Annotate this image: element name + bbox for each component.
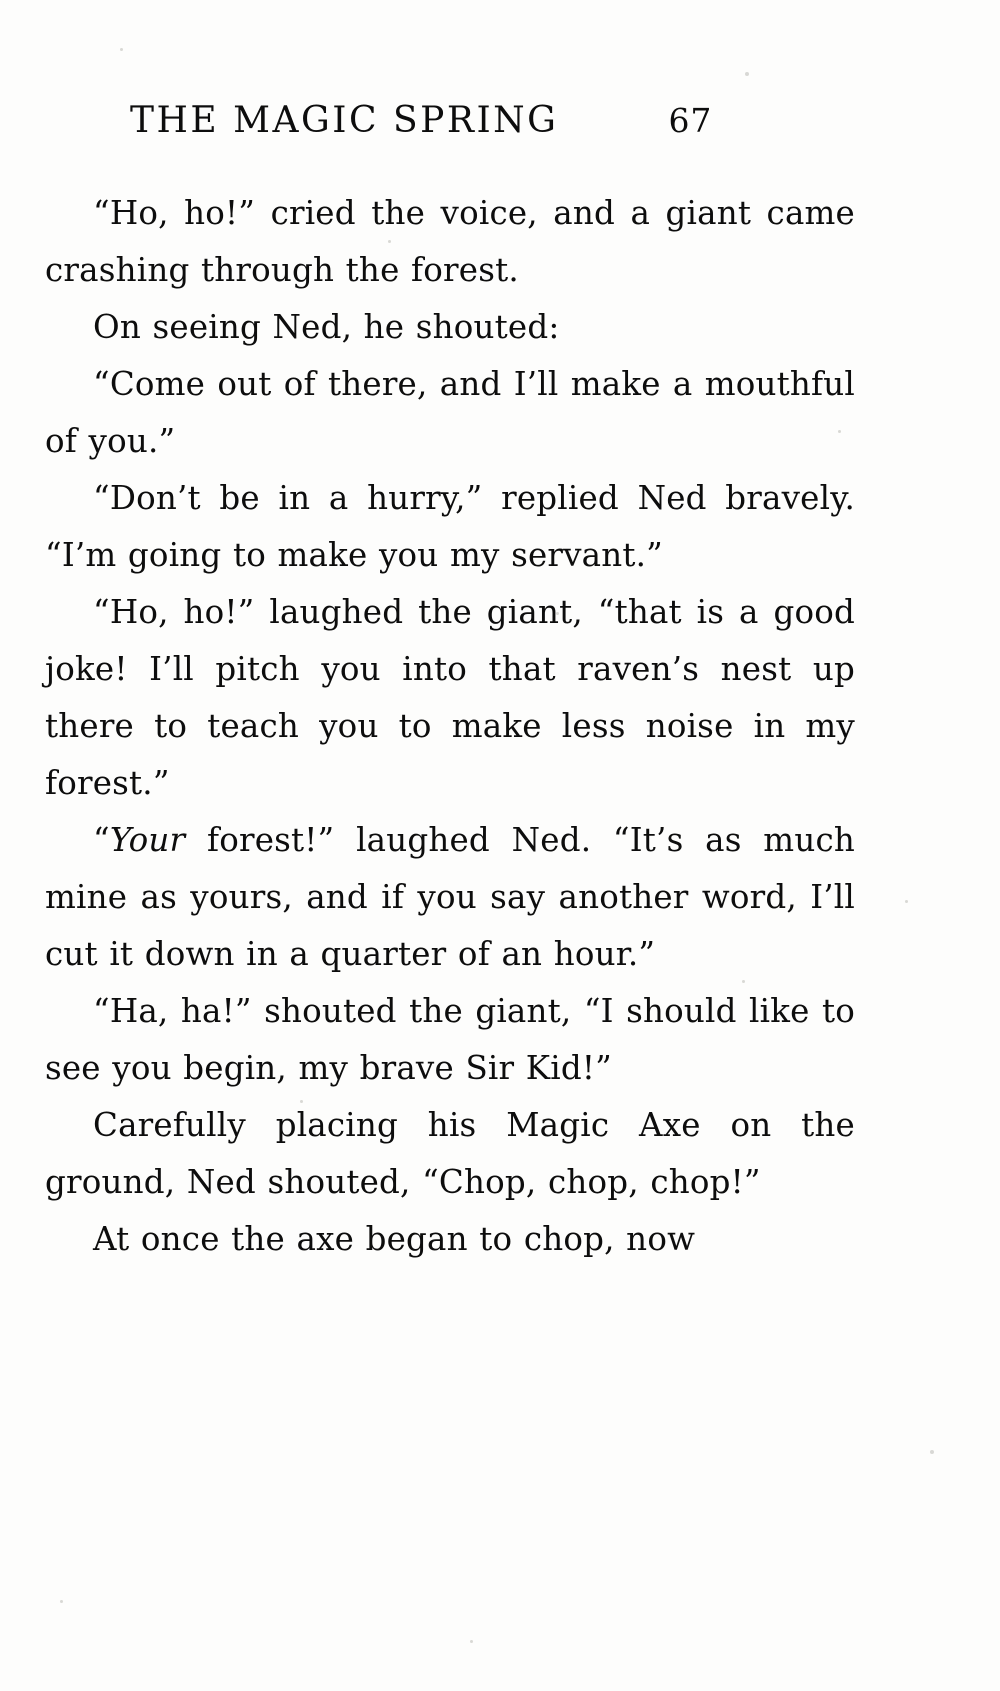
paper-speck bbox=[470, 1640, 473, 1643]
page-header bbox=[130, 100, 870, 141]
paper-speck bbox=[60, 1600, 63, 1603]
paragraph: Carefully placing his Magic Axe on the ground, Ned shouted, “Chop, chop, chop!” bbox=[45, 1106, 855, 1201]
paper-speck bbox=[120, 48, 123, 51]
paragraph: On seeing Ned, he shouted: bbox=[93, 308, 560, 346]
paragraph: “Come out of there, and I’ll make a mouthful of you.” bbox=[45, 365, 855, 460]
paragraph: “Ha, ha!” shouted the giant, “I should like to see you begin, my brave Sir Kid!” bbox=[45, 992, 855, 1087]
paragraph: “Ho, ho!” laughed the giant, “that is a good joke! I’ll pitch you into that raven’s nest up there to teach you to make less noise in my forest.” bbox=[45, 593, 855, 802]
paper-speck bbox=[905, 900, 908, 903]
paragraph-text-before-emphasis: “ bbox=[93, 821, 110, 859]
emphasized-word: Your bbox=[109, 821, 186, 859]
paper-speck bbox=[930, 1450, 934, 1454]
paragraph: “Don’t be in a hurry,” replied Ned bravely. “I’m going to make you my servant.” bbox=[45, 479, 855, 574]
paragraph-with-emphasis bbox=[45, 812, 855, 983]
paragraph: “Ho, ho!” cried the voice, and a giant came crashing through the forest. bbox=[45, 194, 855, 289]
paragraph-continued: At once the axe began to chop, now bbox=[93, 1220, 696, 1258]
page-body bbox=[45, 185, 855, 1268]
paragraph-text-after-emphasis: forest!” laughed Ned. “It’s as much mine as yours, and if you say another word, I’ll cut it down in a quarter of an hour.” bbox=[45, 821, 855, 973]
page-number: 67 bbox=[668, 101, 713, 140]
running-head-title: THE MAGIC SPRING bbox=[130, 100, 559, 141]
paper-speck bbox=[745, 72, 749, 76]
